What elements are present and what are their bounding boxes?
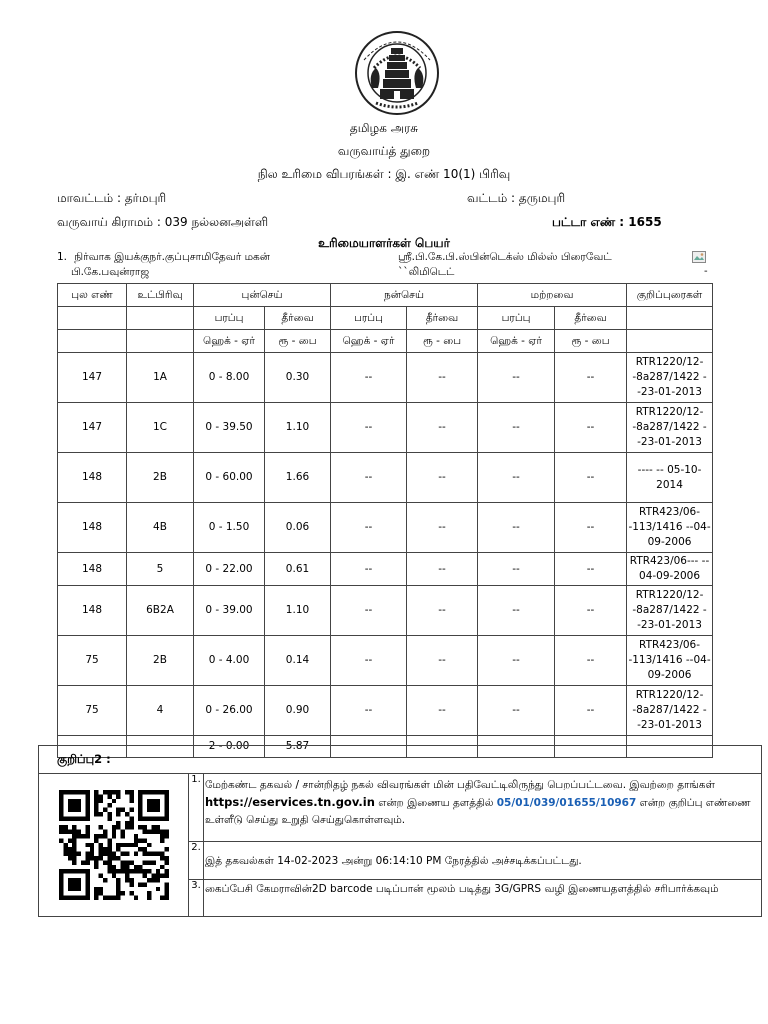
government-name: தமிழக அரசு: [349, 121, 419, 135]
nansei-tax: --: [407, 686, 478, 736]
tn-government-emblem: [354, 30, 440, 116]
total-area: 2 - 0.00: [194, 736, 265, 758]
others-area: --: [478, 353, 555, 403]
punsei-area: 0 - 26.00: [194, 686, 265, 736]
remarks: RTR423/06--113/1416 --04-09-2006: [627, 636, 713, 686]
others-tax: --: [555, 403, 627, 453]
page-title: நில உரிமை விபரங்கள் : இ. எண் 10(1) பிரிவு: [257, 167, 511, 181]
owner-entry: [57, 250, 270, 280]
remarks: RTR423/06--- -- 04-09-2006: [627, 553, 713, 586]
nansei-tax-header: தீர்வை: [407, 307, 478, 330]
nansei-area: --: [331, 353, 407, 403]
owner-dash: -: [704, 266, 708, 277]
subdivision: 2B: [127, 453, 194, 503]
others-area: --: [478, 453, 555, 503]
note-2: [189, 842, 761, 880]
others-tax: --: [555, 353, 627, 403]
nansei-tax: --: [407, 553, 478, 586]
survey-number: 75: [58, 686, 127, 736]
remarks: RTR423/06--113/1416 --04-09-2006: [627, 503, 713, 553]
table-row: [58, 686, 713, 736]
note-1-text-b: என்ற இணைய தளத்தில்: [374, 797, 497, 809]
survey-number: 148: [58, 453, 127, 503]
nansei-area: --: [331, 636, 407, 686]
company-suffix: லிமிடெட்: [408, 266, 455, 278]
total-tax: 5.87: [265, 736, 331, 758]
nansei-tax-unit: ரூ - பை: [407, 330, 478, 353]
company-name: ஸ்ரீ.பி.கே.பி.ஸ்பின்டெக்ஸ் மில்ஸ் பிரைவேட்: [398, 251, 612, 263]
table-row: [58, 636, 713, 686]
survey-number: 148: [58, 586, 127, 636]
punsei-area: 0 - 39.00: [194, 586, 265, 636]
nansei-tax: --: [407, 586, 478, 636]
subdivision: 6B2A: [127, 586, 194, 636]
company-marks: ``: [398, 266, 409, 278]
others-tax: --: [555, 503, 627, 553]
punsei-area: 0 - 39.50: [194, 403, 265, 453]
col-remarks-header: குறிப்புரைகள்: [627, 284, 713, 307]
broken-image-icon: [692, 249, 708, 262]
owner-company: [398, 250, 612, 280]
nansei-tax: --: [407, 503, 478, 553]
punsei-tax: 0.61: [265, 553, 331, 586]
others-area: --: [478, 503, 555, 553]
subdivision: 1A: [127, 353, 194, 403]
subdivision: 2B: [127, 636, 194, 686]
punsei-tax-unit: ரூ - பை: [265, 330, 331, 353]
punsei-area: 0 - 8.00: [194, 353, 265, 403]
punsei-area-header: பரப்பு: [194, 307, 265, 330]
owners-heading: உரிமையாளர்கள் பெயர்: [318, 236, 450, 250]
punsei-area: 0 - 22.00: [194, 553, 265, 586]
nansei-area: --: [331, 686, 407, 736]
nansei-area: --: [331, 586, 407, 636]
owner-number: 1.: [57, 251, 68, 263]
taluk-label: வட்டம் : தருமபுரி: [467, 191, 566, 205]
others-area-unit: ஹெக் - ஏர்: [478, 330, 555, 353]
patta-number: பட்டா எண் : 1655: [552, 215, 662, 229]
note-1-text-c: என்ற குறிப்பு எண்ணை உள்ளீடு செய்து உறுதி செய்துகொள்ளவும்.: [205, 797, 751, 826]
note-2-number: 2.: [189, 842, 204, 879]
note-1-number: 1.: [189, 774, 204, 841]
qr-code: [59, 790, 169, 900]
nansei-tax: --: [407, 403, 478, 453]
nansei-tax: --: [407, 453, 478, 503]
punsei-area: 0 - 60.00: [194, 453, 265, 503]
owner-name: பி.கே.பவுன்ராஜ: [71, 266, 150, 278]
others-area: --: [478, 553, 555, 586]
survey-number: 75: [58, 636, 127, 686]
nansei-area-header: பரப்பு: [331, 307, 407, 330]
department-name: வருவாய்த் துறை: [337, 144, 431, 158]
survey-number: 147: [58, 403, 127, 453]
table-row: [58, 403, 713, 453]
nansei-area-unit: ஹெக் - ஏர்: [331, 330, 407, 353]
table-row: [58, 503, 713, 553]
note-1: [189, 774, 761, 842]
table-row: [58, 586, 713, 636]
remarks: RTR1220/12--8a287/1422 --23-01-2013: [627, 403, 713, 453]
remarks: RTR1220/12--8a287/1422 --23-01-2013: [627, 686, 713, 736]
others-tax-header: தீர்வை: [555, 307, 627, 330]
survey-number: 148: [58, 553, 127, 586]
punsei-tax: 1.10: [265, 586, 331, 636]
punsei-area: 0 - 4.00: [194, 636, 265, 686]
note-3-number: 3.: [189, 880, 204, 916]
note-1-text-a: மேற்கண்ட தகவல் / சான்றிதழ் நகல் விவரங்கள் மின் பதிவேட்டிலிருந்து பெறப்பட்டவை. இவற்றை தாங்கள்: [205, 779, 715, 791]
punsei-tax: 0.90: [265, 686, 331, 736]
subdivision: 4: [127, 686, 194, 736]
punsei-tax: 0.14: [265, 636, 331, 686]
others-area: --: [478, 636, 555, 686]
others-tax: --: [555, 636, 627, 686]
punsei-tax: 1.10: [265, 403, 331, 453]
others-area: --: [478, 403, 555, 453]
nansei-area: --: [331, 503, 407, 553]
owner-relation: நிர்வாக இயக்குநர்.குப்புசாமிதேவர் மகன்: [74, 251, 270, 263]
reference-number-link[interactable]: 05/01/039/01655/10967: [496, 797, 637, 809]
table-row: [58, 353, 713, 403]
punsei-tax: 0.06: [265, 503, 331, 553]
others-tax: --: [555, 686, 627, 736]
col-subdiv-header: உட்பிரிவு: [127, 284, 194, 307]
table-header-row: [58, 284, 713, 307]
table-unit-row: [58, 330, 713, 353]
punsei-tax-header: தீர்வை: [265, 307, 331, 330]
others-tax: --: [555, 586, 627, 636]
nansei-area: --: [331, 453, 407, 503]
table-subheader-row: [58, 307, 713, 330]
land-details-table: [57, 283, 713, 758]
subdivision: 5: [127, 553, 194, 586]
nansei-area: --: [331, 553, 407, 586]
subdivision: 1C: [127, 403, 194, 453]
note-2-text: இத் தகவல்கள் 14-02-2023 அன்று 06:14:10 PM நேரத்தில் அச்சடிக்கப்பட்டது.: [205, 855, 582, 867]
nansei-tax: --: [407, 353, 478, 403]
survey-number: 147: [58, 353, 127, 403]
punsei-tax: 0.30: [265, 353, 331, 403]
notes-heading: குறிப்பு2 :: [57, 752, 111, 766]
eservices-url: https://eservices.tn.gov.in: [205, 795, 375, 809]
others-tax: --: [555, 453, 627, 503]
others-area-header: பரப்பு: [478, 307, 555, 330]
others-tax: --: [555, 553, 627, 586]
notes-section: [38, 745, 762, 917]
col-nansei-header: நன்செய்: [331, 284, 478, 307]
note-3-text: கைப்பேசி கேமராவின்2D barcode படிப்பான் மூலம் படித்து 3G/GPRS வழி இணையதளத்தில் சரிபார்க்கவும்: [205, 883, 719, 895]
nansei-tax: --: [407, 636, 478, 686]
punsei-tax: 1.66: [265, 453, 331, 503]
col-others-header: மற்றவை: [478, 284, 627, 307]
note-3: [189, 880, 761, 916]
col-survey-header: புல எண்: [58, 284, 127, 307]
remarks: ---- -- 05-10-2014: [627, 453, 713, 503]
district-label: மாவட்டம் : தர்மபுரி: [57, 191, 167, 205]
survey-number: 148: [58, 503, 127, 553]
qr-code-cell: [39, 774, 189, 916]
remarks: RTR1220/12--8a287/1422 --23-01-2013: [627, 586, 713, 636]
notes-header: [39, 746, 761, 774]
col-punsei-header: புன்செய்: [194, 284, 331, 307]
others-tax-unit: ரூ - பை: [555, 330, 627, 353]
subdivision: 4B: [127, 503, 194, 553]
punsei-area: 0 - 1.50: [194, 503, 265, 553]
table-row: [58, 553, 713, 586]
table-row: [58, 453, 713, 503]
punsei-area-unit: ஹெக் - ஏர்: [194, 330, 265, 353]
others-area: --: [478, 686, 555, 736]
remarks: RTR1220/12--8a287/1422 --23-01-2013: [627, 353, 713, 403]
village-label: வருவாய் கிராமம் : 039 நல்லனஅள்ளி: [57, 215, 269, 229]
nansei-area: --: [331, 403, 407, 453]
others-area: --: [478, 586, 555, 636]
